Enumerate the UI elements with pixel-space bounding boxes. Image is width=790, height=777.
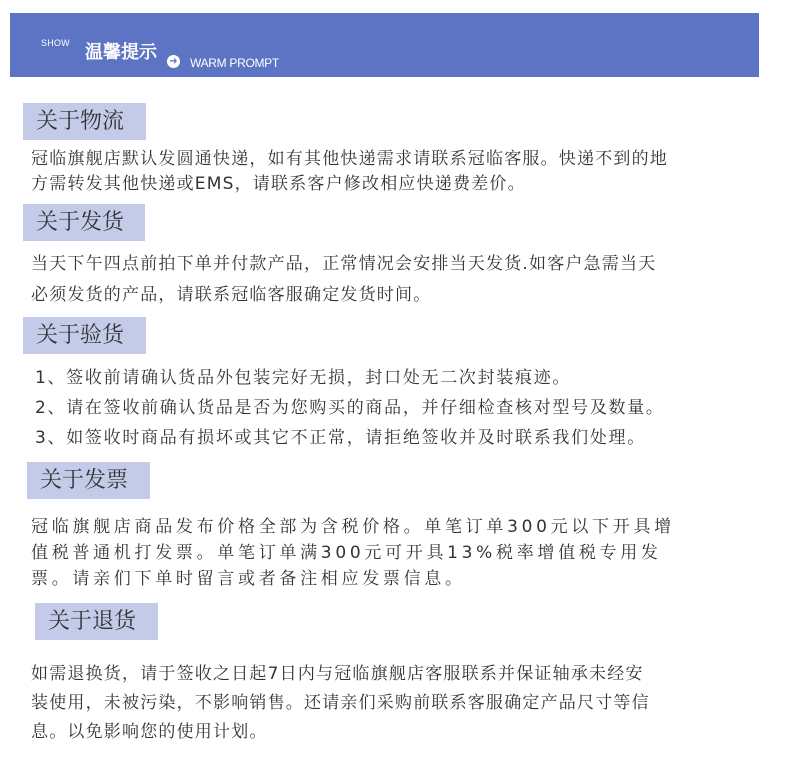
text-line: 当天下午四点前拍下单并付款产品，正常情况会安排当天发货.如客户急需当天 bbox=[31, 254, 657, 274]
section-title-shipping: 关于发货 bbox=[23, 204, 145, 241]
section-title-logistics: 关于物流 bbox=[23, 103, 146, 140]
text-line: 如需退换货，请于签收之日起7日内与冠临旗舰店客服联系并保证轴承未经安 bbox=[31, 664, 644, 684]
text-line: 冠临旗舰店默认发圆通快递，如有其他快递需求请联系冠临客服。快递不到的地 bbox=[31, 149, 668, 169]
text-line: 方需转发其他快递或EMS，请联系客户修改相应快递费差价。 bbox=[31, 174, 526, 194]
section-text-logistics bbox=[31, 147, 766, 197]
section-title-invoice: 关于发票 bbox=[27, 462, 150, 499]
banner-subtitle: WARM PROMPT bbox=[190, 56, 279, 70]
text-line: 装使用，未被污染，不影响销售。还请亲们采购前联系客服确定产品尺寸等信 bbox=[31, 693, 650, 713]
banner-title: 温馨提示 bbox=[85, 42, 157, 63]
text-line: 3、如签收时商品有损坏或其它不正常，请拒绝签收并及时联系我们处理。 bbox=[35, 428, 646, 448]
text-line: 息。以免影响您的使用计划。 bbox=[31, 722, 268, 742]
warm-prompt-banner bbox=[10, 13, 759, 77]
text-line: 冠临旗舰店商品发布价格全部为含税价格。单笔订单300元以下开具增 bbox=[31, 517, 675, 537]
section-text-inspection bbox=[35, 363, 770, 453]
section-text-returns bbox=[31, 660, 766, 747]
section-title-inspection: 关于验货 bbox=[23, 317, 146, 354]
section-text-invoice bbox=[31, 514, 766, 592]
text-line: 值税普通机打发票。单笔订单满300元可开具13%税率增值税专用发 bbox=[31, 543, 662, 563]
section-title-returns: 关于退货 bbox=[35, 603, 158, 640]
text-line: 必须发货的产品，请联系冠临客服确定发货时间。 bbox=[31, 285, 432, 305]
text-line: 1、签收前请确认货品外包装完好无损，封口处无二次封装痕迹。 bbox=[35, 368, 572, 388]
text-line: 2、请在签收前确认货品是否为您购买的商品，并仔细检查核对型号及数量。 bbox=[35, 398, 665, 418]
banner-show-label: SHOW bbox=[41, 38, 70, 48]
arrow-right-circle-icon: ➜ bbox=[167, 55, 180, 68]
text-line: 票。请亲们下单时留言或者备注相应发票信息。 bbox=[31, 569, 466, 589]
section-text-shipping bbox=[31, 249, 766, 311]
